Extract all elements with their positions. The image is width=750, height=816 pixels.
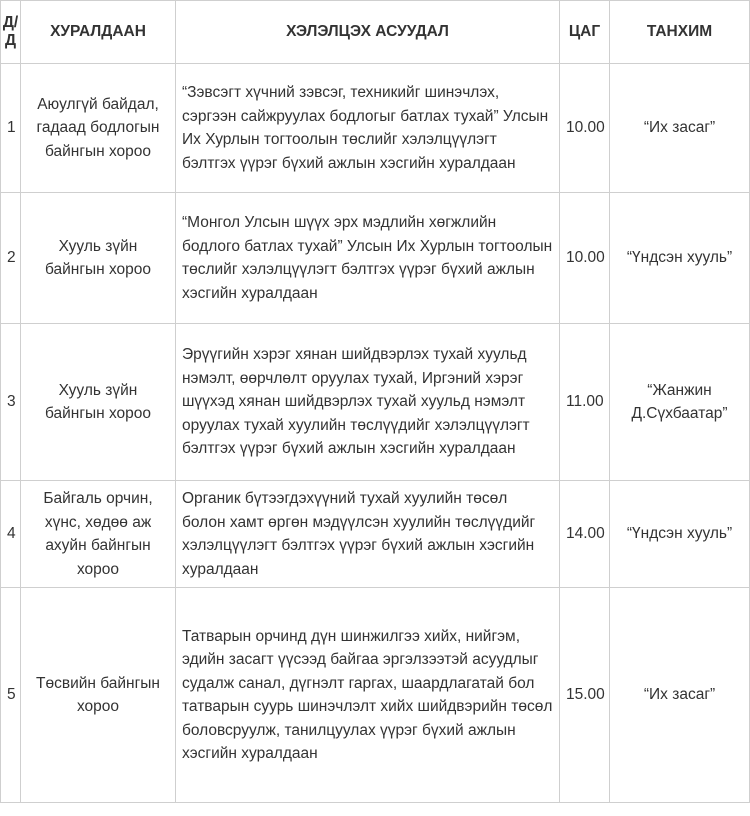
- header-committee: ХУРАЛДААН: [21, 1, 176, 64]
- time-cell: 11.00: [560, 324, 610, 481]
- room-cell: “Үндсэн хууль”: [610, 481, 750, 588]
- committee-cell: Байгаль орчин, хүнс, хөдөө аж ахуйн байнгын хороо: [21, 481, 176, 588]
- row-number: 5: [1, 588, 21, 803]
- header-topic: ХЭЛЭЛЦЭХ АСУУДАЛ: [176, 1, 560, 64]
- topic-cell: “Монгол Улсын шүүх эрх мэдлийн хөгжлийн бодлого батлах тухай” Улсын Их Хурлын тогтоолын төслийг хэлэлцүүлэгт бэлтгэх үүрэг бүхий ажлын хэсгийн хуралдаан: [176, 193, 560, 324]
- row-number: 4: [1, 481, 21, 588]
- room-cell: “Үндсэн хууль”: [610, 193, 750, 324]
- committee-cell: Аюулгүй байдал, гадаад бодлогын байнгын хороо: [21, 64, 176, 193]
- time-cell: 14.00: [560, 481, 610, 588]
- row-number: 3: [1, 324, 21, 481]
- table-row: [1, 193, 750, 324]
- table-row: [1, 64, 750, 193]
- topic-cell: Органик бүтээгдэхүүний тухай хуулийн төсөл болон хамт өргөн мэдүүлсэн хуулийн төслүүдийг хэлэлцүүлэгт бэлтгэх үүрэг бүхий ажлын хэсгийн хуралдаан: [176, 481, 560, 588]
- committee-cell: Төсвийн байнгын хороо: [21, 588, 176, 803]
- table-row: [1, 481, 750, 588]
- time-cell: 15.00: [560, 588, 610, 803]
- table-row: [1, 324, 750, 481]
- topic-cell: Эрүүгийн хэрэг хянан шийдвэрлэх тухай хуульд нэмэлт, өөрчлөлт оруулах тухай, Иргэний хэрэг шүүхэд хянан шийдвэрлэх тухай хуульд нэмэлт оруулах тухай хуулийн төслүүдийг хэлэлцүүлэгт бэлтгэх үүрэг бүхий ажлын хэсгийн хуралдаан: [176, 324, 560, 481]
- topic-cell: “Зэвсэгт хүчний зэвсэг, техникийг шинэчлэх, сэргээн сайжруулах бодлогыг батлах тухай” Улсын Их Хурлын тогтоолын төслийг хэлэлцүүлэгт бэлтгэх үүрэг бүхий ажлын хэсгийн хуралдаан: [176, 64, 560, 193]
- header-room: ТАНХИМ: [610, 1, 750, 64]
- room-cell: “Жанжин Д.Сүхбаатар”: [610, 324, 750, 481]
- time-cell: 10.00: [560, 193, 610, 324]
- committee-cell: Хууль зүйн байнгын хороо: [21, 193, 176, 324]
- header-num: Д/Д: [1, 1, 21, 64]
- header-time: ЦАГ: [560, 1, 610, 64]
- header-row: [1, 1, 750, 64]
- time-cell: 10.00: [560, 64, 610, 193]
- room-cell: “Их засаг”: [610, 64, 750, 193]
- topic-cell: Татварын орчинд дүн шинжилгээ хийх, нийгэм, эдийн засагт үүсээд байгаа эргэлзээтэй асуудлыг судалж санал, дүгнэлт гаргах, шаардлагатай бол татварын суурь шинэчлэлт хийх шийдвэрийн төсөл боловсруулж, танилцуулах үүрэг бүхий ажлын хэсгийн хуралдаан: [176, 588, 560, 803]
- row-number: 2: [1, 193, 21, 324]
- room-cell: “Их засаг”: [610, 588, 750, 803]
- row-number: 1: [1, 64, 21, 193]
- committee-cell: Хууль зүйн байнгын хороо: [21, 324, 176, 481]
- table-row: [1, 588, 750, 803]
